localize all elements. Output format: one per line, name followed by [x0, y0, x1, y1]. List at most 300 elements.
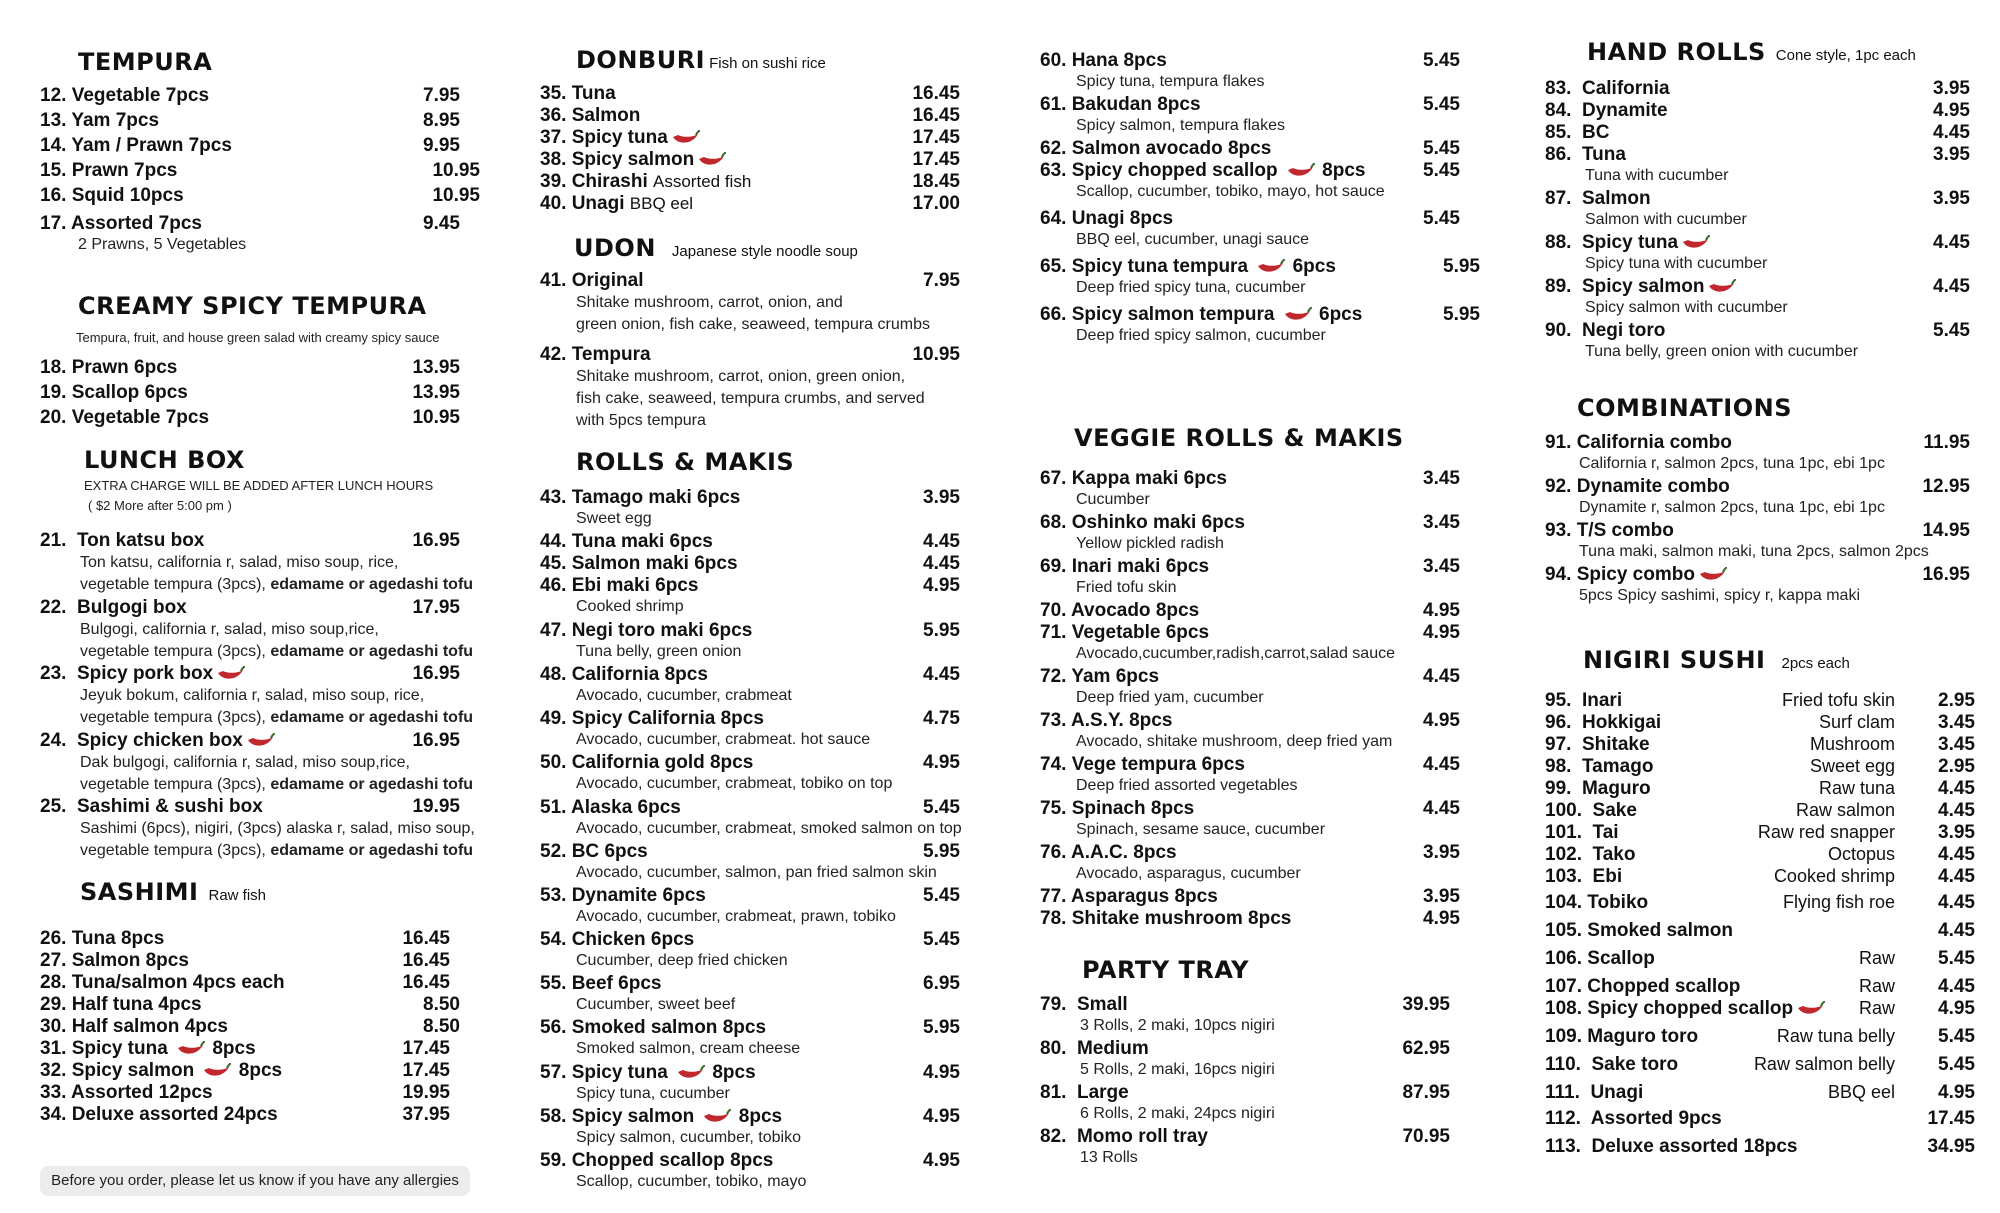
menu-item-49: [540, 708, 960, 748]
item-description: Shitake mushroom, carrot, onion, green onion,: [576, 368, 906, 385]
item-description: Tuna with cucumber: [1585, 167, 1729, 184]
item-price: 12.95: [1922, 476, 1970, 497]
item-quantity: 6pcs: [1201, 754, 1245, 775]
item-number: 71.: [1040, 622, 1067, 643]
item-description: Bulgogi, california r, salad, miso soup,rice,: [80, 621, 379, 638]
menu-item-104: [1545, 892, 1975, 914]
creamy-title: CREAMY SPICY TEMPURA: [78, 292, 427, 320]
item-number: 111.: [1545, 1082, 1580, 1103]
item-name: Ebi maki: [571, 575, 656, 596]
item-description: BBQ eel, cucumber, unagi sauce: [1076, 231, 1310, 248]
menu-item-97: [1545, 734, 1975, 756]
menu-item-40: [540, 193, 960, 215]
item-description: Ton katsu, california r, salad, miso soup, rice,: [80, 554, 399, 571]
item-description: vegetable tempura (3pcs),: [80, 643, 271, 660]
menu-item-112: [1545, 1108, 1975, 1130]
item-number: 37.: [540, 127, 567, 148]
item-quantity: 6pcs: [1115, 666, 1160, 687]
column-3: [1040, 0, 1480, 1213]
item-price: 4.95: [1933, 100, 1970, 121]
item-quantity: 9pcs: [1678, 1108, 1722, 1129]
menu-item-73: [1040, 710, 1460, 750]
item-number: 112.: [1545, 1108, 1581, 1129]
item-number: 66.: [1040, 304, 1067, 325]
item-number: 58.: [540, 1106, 567, 1127]
item-number: 77.: [1040, 886, 1067, 907]
item-quantity: 7pcs: [165, 85, 210, 106]
item-number: 30.: [40, 1016, 67, 1037]
item-price: 6.95: [923, 973, 960, 994]
item-description: Jeyuk bokum, california r, salad, miso soup, rice,: [80, 687, 425, 704]
sashimi-title: [80, 878, 266, 906]
menu-item-41: [540, 270, 960, 333]
item-name: Small: [1076, 994, 1128, 1015]
menu-item-105: [1545, 920, 1975, 942]
item-description: Avocado, cucumber, crabmeat, tobiko on top: [576, 775, 893, 792]
item-description: 6 Rolls, 2 maki, 24pcs nigiri: [1080, 1105, 1275, 1122]
item-description: BBQ eel: [629, 194, 694, 213]
item-description: Spicy tuna with cucumber: [1585, 255, 1768, 272]
item-number: 53.: [540, 885, 567, 906]
item-description: with 5pcs tempura: [576, 412, 706, 429]
item-description: Avocado, cucumber, crabmeat. hot sauce: [576, 731, 871, 748]
item-quantity: 24pcs: [223, 1104, 278, 1125]
item-description: Mushroom: [1809, 734, 1895, 754]
menu-item-36: [540, 105, 960, 127]
item-price: 4.75: [923, 708, 960, 729]
menu-item-35: [540, 83, 960, 105]
chili-icon: [1255, 259, 1285, 275]
item-number: 76.: [1040, 842, 1067, 863]
item-description: Raw salmon: [1795, 800, 1895, 820]
item-price: 5.45: [1423, 208, 1460, 229]
menu-item-13: [40, 110, 460, 132]
item-price: 4.95: [1423, 622, 1460, 643]
item-price: 16.45: [912, 105, 960, 126]
item-name: Half tuna: [71, 994, 159, 1015]
item-price: 10.95: [412, 407, 460, 428]
menu-item-81: [1040, 1082, 1460, 1122]
item-price: 4.45: [1933, 122, 1970, 143]
item-description: 13 Rolls: [1080, 1149, 1138, 1166]
menu-item-15: [40, 160, 480, 182]
item-description: Assorted fish: [653, 172, 752, 191]
item-description: Spicy salmon, tempura flakes: [1076, 117, 1285, 134]
item-number: 29.: [40, 994, 67, 1015]
menu-item-21: 21. Ton katsu box 16.95 Ton katsu, california r, salad, miso soup, rice, vegetable tempura (3pcs), edamame or agedashi tofu: [40, 530, 474, 593]
item-name: Salmon: [571, 105, 641, 126]
item-number: 78.: [1040, 908, 1067, 929]
item-name: Chirashi: [571, 171, 648, 192]
item-quantity: 12pcs: [158, 1082, 213, 1103]
menu-item-51: [540, 797, 962, 837]
item-description: Raw: [1858, 948, 1895, 968]
item-name: Ebi: [1592, 866, 1623, 887]
menu-item-34: [40, 1104, 460, 1126]
menu-item-65: [1040, 256, 1480, 296]
menu-item-88: [1545, 232, 1975, 272]
item-name: Assorted: [71, 213, 159, 234]
item-price: 16.45: [912, 83, 960, 104]
item-quantity: 7pcs: [165, 407, 210, 428]
column-2: [540, 0, 970, 1213]
item-number: 87.: [1545, 188, 1572, 209]
item-name: Yam: [71, 110, 116, 131]
item-name: Spicy chicken box: [76, 730, 243, 751]
item-name: Dynamite combo: [1576, 476, 1730, 497]
menu-item-31: [40, 1038, 460, 1060]
item-number: 62.: [1040, 138, 1067, 159]
menu-item-92: [1545, 476, 1975, 516]
item-description: vegetable tempura (3pcs),: [80, 709, 271, 726]
item-number: 102.: [1545, 844, 1582, 865]
item-name: Spicy pork box: [76, 663, 214, 684]
item-number: 49.: [540, 708, 567, 729]
item-name: Tobiko: [1587, 892, 1649, 913]
item-price: 4.95: [1938, 1082, 1975, 1103]
item-quantity: 6pcs: [662, 885, 706, 906]
item-price: 5.45: [1423, 50, 1460, 71]
item-number: 14.: [40, 135, 67, 156]
item-price: 9.95: [423, 135, 460, 156]
item-quantity: 6pcs: [1319, 304, 1363, 325]
chili-icon: [1282, 307, 1312, 323]
chili-icon: [201, 1063, 231, 1079]
item-number: 80.: [1040, 1038, 1067, 1059]
allergy-notice: Before you order, please let us know if you have any allergies: [40, 1166, 470, 1196]
item-quantity: 6pcs: [144, 382, 188, 403]
item-quantity: 8pcs: [1129, 710, 1173, 731]
item-name: Large: [1076, 1082, 1129, 1103]
item-price: 4.95: [1938, 998, 1975, 1019]
item-description: Raw: [1858, 976, 1895, 996]
item-number: 56.: [540, 1017, 567, 1038]
item-price: 3.95: [1933, 144, 1970, 165]
item-price: 19.95: [412, 796, 460, 817]
item-description: Fried tofu skin: [1781, 690, 1895, 710]
item-name: Spicy tuna tempura: [1071, 256, 1254, 277]
item-quantity: 6pcs: [1183, 468, 1227, 489]
item-name: Negi toro: [1581, 320, 1666, 341]
item-quantity: 18pcs: [1743, 1136, 1798, 1157]
item-price: 4.95: [1423, 600, 1460, 621]
item-price: 4.45: [1938, 920, 1975, 941]
item-number: 36.: [540, 105, 567, 126]
item-quantity: 8pcs: [1157, 94, 1201, 115]
item-name: Smoked salmon: [1587, 920, 1733, 941]
item-number: 23.: [40, 663, 67, 684]
item-price: 4.45: [1423, 666, 1460, 687]
item-number: 88.: [1545, 232, 1572, 253]
menu-item-96: [1545, 712, 1975, 734]
item-description: Deep fried yam, cucumber: [1076, 689, 1264, 706]
item-number: 70.: [1040, 600, 1067, 621]
item-number: 82.: [1040, 1126, 1067, 1147]
item-description: Shitake mushroom, carrot, onion, and: [576, 294, 843, 311]
item-quantity: 7pcs: [188, 135, 232, 156]
item-number: 27.: [40, 950, 67, 971]
menu-item-46: [540, 575, 960, 615]
menu-item-18: [40, 357, 460, 379]
item-description: Avocado, cucumber, crabmeat, smoked salmon on top: [576, 820, 962, 837]
item-description: vegetable tempura (3pcs),: [80, 576, 271, 593]
item-name: A.A.C.: [1071, 842, 1134, 863]
chili-icon: [245, 733, 275, 749]
item-description: Fried tofu skin: [1076, 579, 1177, 596]
menu-item-78: [1040, 908, 1460, 930]
menu-item-71: [1040, 622, 1460, 662]
item-number: 60.: [1040, 50, 1067, 71]
menu-item-98: [1545, 756, 1975, 778]
item-price: 8.50: [423, 1016, 460, 1037]
item-number: 12.: [40, 85, 67, 106]
lunch-note-2: ( $2 More after 5:00 pm ): [88, 498, 232, 513]
item-price: 5.45: [1938, 948, 1975, 969]
item-number: 28.: [40, 972, 67, 993]
chili-icon: [215, 666, 245, 682]
item-number: 89.: [1545, 276, 1572, 297]
menu-item-95: [1545, 690, 1975, 712]
item-price: 3.95: [923, 487, 960, 508]
combo-title: COMBINATIONS: [1577, 394, 1792, 422]
item-price: 4.45: [1933, 232, 1970, 253]
item-price: 8.95: [423, 110, 460, 131]
item-quantity: 6pcs: [1165, 556, 1210, 577]
item-price: 17.45: [402, 1038, 450, 1059]
item-number: 33.: [40, 1082, 67, 1103]
item-description: 2 Prawns, 5 Vegetables: [78, 236, 247, 253]
item-price: 16.95: [412, 730, 460, 751]
item-price: 10.95: [432, 185, 480, 206]
item-price: 4.45: [1938, 866, 1975, 887]
item-description: Raw tuna belly: [1776, 1026, 1895, 1046]
item-number: 61.: [1040, 94, 1067, 115]
item-quantity: 7pcs: [115, 110, 160, 131]
item-description: Spicy salmon, cucumber, tobiko: [576, 1129, 801, 1146]
item-name: Tamago: [1581, 756, 1654, 777]
item-description: BBQ eel: [1827, 1082, 1895, 1102]
item-quantity: 6pcs: [697, 487, 741, 508]
item-quantity: 8pcs: [1227, 138, 1272, 159]
menu-item-102: [1545, 844, 1975, 866]
menu-item-47: [540, 620, 960, 660]
menu-item-79: [1040, 994, 1460, 1034]
item-description: Sweet egg: [576, 510, 652, 527]
menu-item-50: [540, 752, 960, 792]
item-number: 95.: [1545, 690, 1572, 711]
item-number: 84.: [1545, 100, 1572, 121]
item-price: 10.95: [432, 160, 480, 181]
item-description: Japanese style noodle soup: [671, 243, 858, 260]
nigiri-title: [1583, 646, 1850, 674]
item-number: 113.: [1545, 1136, 1581, 1157]
item-quantity: 4pcs: [158, 994, 202, 1015]
item-number: 42.: [540, 344, 567, 365]
menu-item-111: [1545, 1082, 1975, 1104]
item-name: Vegetable: [71, 407, 166, 428]
item-description: Raw tuna: [1818, 778, 1895, 798]
menu-item-42: [540, 344, 960, 429]
menu-item-52: [540, 841, 960, 881]
menu-item-75: [1040, 798, 1460, 838]
item-name: BC: [1581, 122, 1610, 143]
item-name: Vegetable: [1071, 622, 1166, 643]
item-price: 5.45: [1423, 138, 1460, 159]
item-number: 110.: [1545, 1054, 1581, 1075]
menu-item-87: [1545, 188, 1975, 228]
item-name: Unagi: [571, 193, 625, 214]
item-quantity: 8pcs: [238, 1060, 283, 1081]
item-quantity: 8pcs: [212, 1038, 256, 1059]
item-number: 98.: [1545, 756, 1572, 777]
item-name: Smoked salmon: [571, 1017, 723, 1038]
item-price: 16.95: [412, 663, 460, 684]
item-name: Tuna: [1581, 144, 1626, 165]
item-number: 75.: [1040, 798, 1067, 819]
item-number: 18.: [40, 357, 67, 378]
chili-icon: [1706, 279, 1736, 295]
item-number: 13.: [40, 110, 67, 131]
item-name: Tako: [1592, 844, 1636, 865]
item-name: Yam / Prawn: [71, 135, 189, 156]
item-number: 104.: [1545, 892, 1582, 913]
item-description: Spicy tuna, tempura flakes: [1076, 73, 1265, 90]
item-description: Spinach, sesame sauce, cucumber: [1076, 821, 1326, 838]
item-name: Tuna maki: [571, 531, 670, 552]
item-name: Chicken: [571, 929, 651, 950]
item-name: Spicy tuna: [1581, 232, 1679, 253]
item-number: 73.: [1040, 710, 1067, 731]
item-number: 52.: [540, 841, 567, 862]
item-name: Spicy tuna: [571, 1062, 674, 1083]
item-quantity: 4pcs each: [192, 972, 285, 993]
item-price: 4.45: [923, 531, 960, 552]
item-name: Prawn: [71, 357, 135, 378]
menu-item-72: [1040, 666, 1460, 706]
item-name: Hana: [1071, 50, 1124, 71]
menu-item-106: [1545, 948, 1975, 970]
item-price: 4.95: [923, 1106, 960, 1127]
item-price: 3.95: [1938, 822, 1975, 843]
item-quantity: 6pcs: [694, 553, 738, 574]
menu-item-48: [540, 664, 960, 704]
item-price: 4.95: [1423, 710, 1460, 731]
party-title: PARTY TRAY: [1082, 956, 1249, 984]
menu-item-103: [1545, 866, 1975, 888]
item-price: 4.45: [1423, 798, 1460, 819]
item-price: 5.45: [923, 885, 960, 906]
item-price: 3.45: [1938, 734, 1975, 755]
section-title: NIGIRI SUSHI: [1583, 646, 1766, 674]
item-quantity: 6pcs: [1201, 512, 1245, 533]
chili-icon: [675, 1065, 705, 1081]
item-name: Spicy combo: [1576, 564, 1695, 585]
item-quantity: 7pcs: [158, 213, 202, 234]
tempura-title: TEMPURA: [78, 48, 213, 76]
item-number: 86.: [1545, 144, 1572, 165]
item-quantity: 8pcs: [1129, 208, 1174, 229]
item-name: Inari maki: [1071, 556, 1166, 577]
item-price: 3.95: [1933, 78, 1970, 99]
section-title: UDON: [574, 234, 656, 262]
item-description: Dak bulgogi, california r, salad, miso soup,rice,: [80, 754, 410, 771]
item-description: 2pcs each: [1781, 655, 1850, 672]
item-name: Spicy chopped scallop: [1071, 160, 1283, 181]
item-name: Bulgogi box: [76, 597, 187, 618]
item-number: 90.: [1545, 320, 1572, 341]
item-quantity: 8pcs: [1150, 798, 1195, 819]
item-price: 5.45: [1933, 320, 1970, 341]
creamy-note: Tempura, fruit, and house green salad with creamy spicy sauce: [76, 330, 440, 345]
chili-icon: [1285, 163, 1315, 179]
item-name: Medium: [1076, 1038, 1149, 1059]
menu-item-24: 24. Spicy chicken box 16.95 Dak bulgogi, california r, salad, miso soup,rice, vegetable tempura (3pcs), edamame or agedashi tofu: [40, 730, 474, 793]
item-name: Vege tempura: [1071, 754, 1202, 775]
item-description: Tuna belly, green onion: [576, 643, 742, 660]
item-description: Sweet egg: [1809, 756, 1895, 776]
item-price: 19.95: [402, 1082, 450, 1103]
item-number: 72.: [1040, 666, 1067, 687]
item-quantity: 8pcs: [722, 1017, 767, 1038]
item-name: Dynamite: [571, 885, 663, 906]
item-name: California: [1581, 78, 1670, 99]
item-price: 4.95: [923, 575, 960, 596]
item-name: Tuna: [571, 83, 616, 104]
item-description: Spicy salmon with cucumber: [1585, 299, 1788, 316]
item-name: T/S combo: [1576, 520, 1674, 541]
item-price: 17.00: [912, 193, 960, 214]
item-name: Half salmon: [71, 1016, 185, 1037]
item-number: 15.: [40, 160, 67, 181]
item-number: 94.: [1545, 564, 1572, 585]
item-number: 25.: [40, 796, 67, 817]
item-name: Tai: [1592, 822, 1619, 843]
menu-item-113: [1545, 1136, 1975, 1158]
menu-item-22: 22. Bulgogi box 17.95 Bulgogi, california r, salad, miso soup,rice, vegetable tempura (3pcs), edamame or agedashi tofu: [40, 597, 474, 660]
item-name: Hokkigai: [1581, 712, 1662, 733]
item-price: 4.95: [923, 1150, 960, 1171]
menu-item-69: [1040, 556, 1460, 596]
item-price: 3.45: [1423, 512, 1460, 533]
menu-item-93: [1545, 520, 1975, 560]
item-name: Chopped scallop: [1587, 976, 1741, 997]
item-description: Cucumber: [1076, 491, 1150, 508]
item-name: Tamago maki: [571, 487, 698, 508]
item-number: 99.: [1545, 778, 1572, 799]
item-name: Momo roll tray: [1076, 1126, 1208, 1147]
item-price: 5.45: [1938, 1054, 1975, 1075]
item-name: Spicy California: [571, 708, 721, 729]
item-number: 48.: [540, 664, 567, 685]
menu-item-109: [1545, 1026, 1975, 1048]
item-price: 3.45: [1423, 556, 1460, 577]
item-description: Cucumber, deep fried chicken: [576, 952, 788, 969]
menu-item-55: [540, 973, 960, 1013]
menu-item-82: [1040, 1126, 1460, 1166]
item-number: 17.: [40, 213, 67, 234]
item-price: 13.95: [412, 357, 460, 378]
item-name: Negi toro maki: [571, 620, 709, 641]
item-price: 3.95: [1423, 842, 1460, 863]
item-number: 22.: [40, 597, 67, 618]
menu-item-25: 25. Sashimi & sushi box 19.95 Sashimi (6pcs), nigiri, (3pcs) alaska r, salad, miso soup, vegetable tempura (3pcs), edamame or agedashi tofu: [40, 796, 475, 859]
item-name: Unagi: [1590, 1082, 1644, 1103]
item-quantity: 8pcs: [1322, 160, 1366, 181]
item-number: 54.: [540, 929, 567, 950]
item-number: 44.: [540, 531, 567, 552]
menu-item-38: [540, 149, 960, 171]
item-name: Spicy salmon tempura: [1071, 304, 1280, 325]
